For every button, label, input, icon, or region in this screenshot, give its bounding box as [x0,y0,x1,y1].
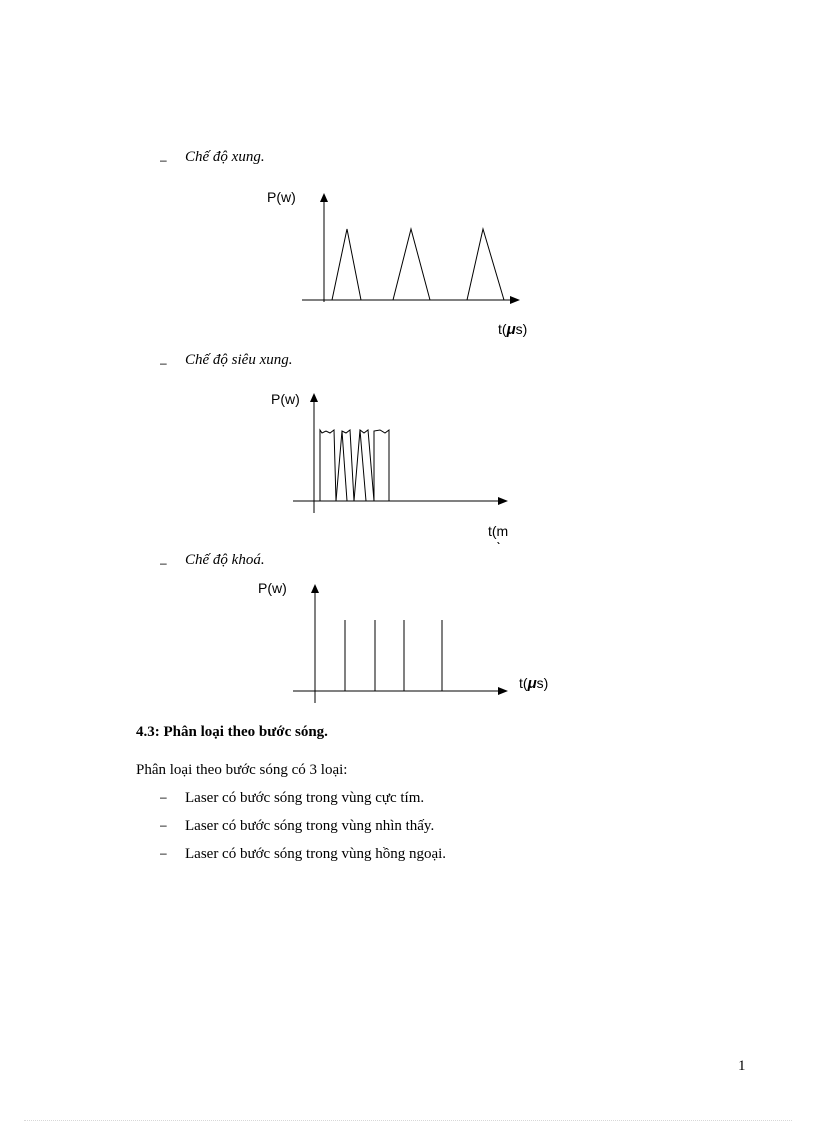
x-axis-arrow-icon [510,296,520,304]
bullet-dash: – [160,846,167,860]
triangle-pulse [467,229,504,300]
super-pulse-mode-diagram [0,385,816,555]
lock-mode-diagram [0,572,816,712]
list-item-text: Laser có bước sóng trong vùng hồng ngoại. [185,846,447,862]
list-item [160,818,434,835]
bullet-dash: – [160,153,167,167]
x-axis-label: t(μs) [498,321,528,338]
mode-label-pulse: Chế độ xung. [185,149,265,165]
x-axis-label: t(μs) [519,675,549,692]
mode-label-lock: Chế độ khoá. [185,552,265,568]
x-axis-label: t(m [488,523,509,539]
page-bottom-border [24,1120,792,1121]
pulse-burst [320,430,336,501]
list-item-text: Laser có bước sóng trong vùng nhìn thấy. [185,818,435,834]
page-number: 1 [738,1058,746,1074]
y-axis-label: P(w) [271,391,300,407]
list-item [160,846,446,863]
bullet-dash: – [160,818,167,832]
bullet-dash: – [160,356,167,370]
mode-label-super-pulse: Chế độ siêu xung. [185,352,293,368]
label-clip-mask [470,544,550,556]
y-axis-label: P(w) [267,189,296,205]
section-intro: Phân loại theo bước sóng có 3 loại: [136,762,348,778]
pulse-burst [360,430,366,501]
triangle-pulse [332,229,361,300]
pulse-burst [342,431,347,501]
pulse-mode-diagram [0,180,816,350]
y-axis-label: P(w) [258,580,287,596]
y-axis-arrow-icon [311,584,319,593]
y-axis-arrow-icon [320,193,328,202]
section-heading: 4.3: Phân loại theo bước sóng. [136,724,328,740]
x-axis-arrow-icon [498,497,508,505]
y-axis-arrow-icon [310,393,318,402]
x-axis-arrow-icon [498,687,508,695]
pulse-burst [354,430,374,501]
list-item-text: Laser có bước sóng trong vùng cực tím. [185,790,425,806]
pulse-burst [374,430,389,501]
triangle-pulse [393,229,430,300]
bullet-dash: – [160,556,167,570]
bullet-dash: – [160,790,167,804]
list-item [160,790,424,807]
pulse-burst [336,430,354,501]
